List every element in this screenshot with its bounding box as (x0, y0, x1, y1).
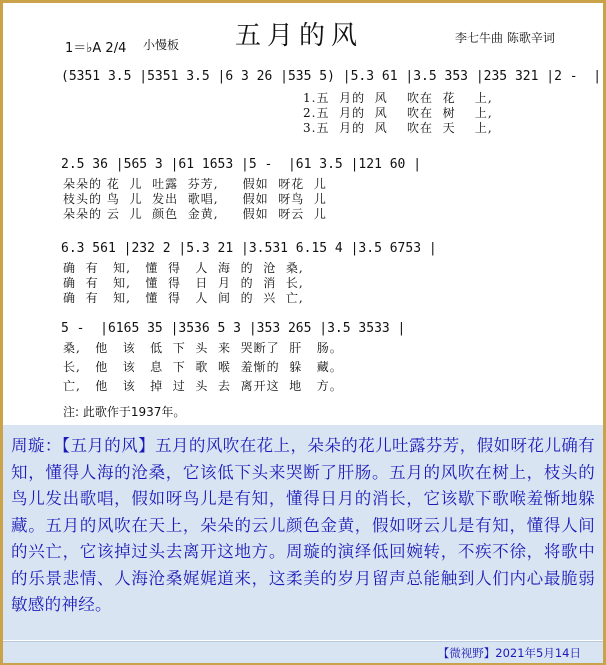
composition-note: 注: 此歌作于1937年。 (63, 405, 186, 419)
key-signature: 1＝♭A 2/4 (65, 41, 127, 56)
lyric-line: 2.五 月的 风 吹在 树 上, (303, 106, 493, 120)
notation-line: (5351 3.5 |5351 3.5 |6 3 26 |535 5) |5.3 61 |3.5 353 |235 321 |2 - | (61, 69, 602, 84)
notation-line: 6.3 561 |232 2 |5.3 21 |3.531 6.15 4 |3.5 6753 | (61, 241, 437, 256)
lyric-line: 亡, 他 该 掉 过 头 去 离开这 地 方。 (63, 379, 343, 393)
footer-bar (3, 641, 603, 663)
lyric-line: 枝头的 鸟 儿 发出 歌唱, 假如 呀鸟 儿 (63, 192, 327, 206)
lyric-line: 桑, 他 该 低 下 头 来 哭断了 肝 肠。 (63, 341, 343, 355)
lyric-line: 朵朵的 花 儿 吐露 芬芳, 假如 呀花 儿 (63, 177, 327, 191)
notation-line: 5 - |6165 35 |3536 5 3 |353 265 |3.5 3533 | (61, 321, 406, 336)
lyric-line: 1.五 月的 风 吹在 花 上, (303, 91, 493, 105)
lyric-line: 确 有 知, 懂 得 人 间 的 兴 亡, (63, 291, 304, 305)
article-panel (3, 425, 603, 640)
notation-line: 2.5 36 |565 3 |61 1653 |5 - |61 3.5 |121 60 | (61, 157, 422, 172)
sheet-music-image (3, 3, 603, 423)
lyric-line: 朵朵的 云 儿 颜色 金黄, 假如 呀云 儿 (63, 207, 327, 221)
lyric-line: 长, 他 该 息 下 歌 喉 羞惭的 躲 藏。 (63, 360, 343, 374)
song-title: 五月的风 (235, 21, 364, 51)
composer-lyricist: 李七牛曲 陈歌辛词 (455, 31, 555, 45)
lyric-line: 确 有 知, 懂 得 人 海 的 沧 桑, (63, 261, 304, 275)
article-text: 周璇：【五月的风】五月的风吹在花上，朵朵的花儿吐露芬芳，假如呀花儿确有知，懂得人海的沧桑，它该低下头来哭断了肝肠。五月的风吹在树上，枝头的鸟儿发出歌唱，假如呀鸟儿是有知，懂得日月的消长，它该歇下歌喉羞惭地躲藏。五月的风吹在天上，朵朵的云儿颜色金黄，假如呀云儿是有知，懂得人间的兴亡，它该掉过头去离开这地方。周璇的演绎低回婉转，不疾不徐，将歌中的乐景悲情、人海沧桑娓娓道来，这柔美的岁月留声总能触到人们内心最脆弱敏感的神经。 (11, 436, 595, 614)
tempo-marking: 小慢板 (143, 38, 180, 52)
page-frame (3, 3, 603, 662)
lyric-line: 确 有 知, 懂 得 日 月 的 消 长, (63, 276, 304, 290)
source-date: 【微视野】2021年5月14日 (437, 646, 581, 660)
lyric-line: 3.五 月的 风 吹在 天 上, (303, 121, 493, 135)
